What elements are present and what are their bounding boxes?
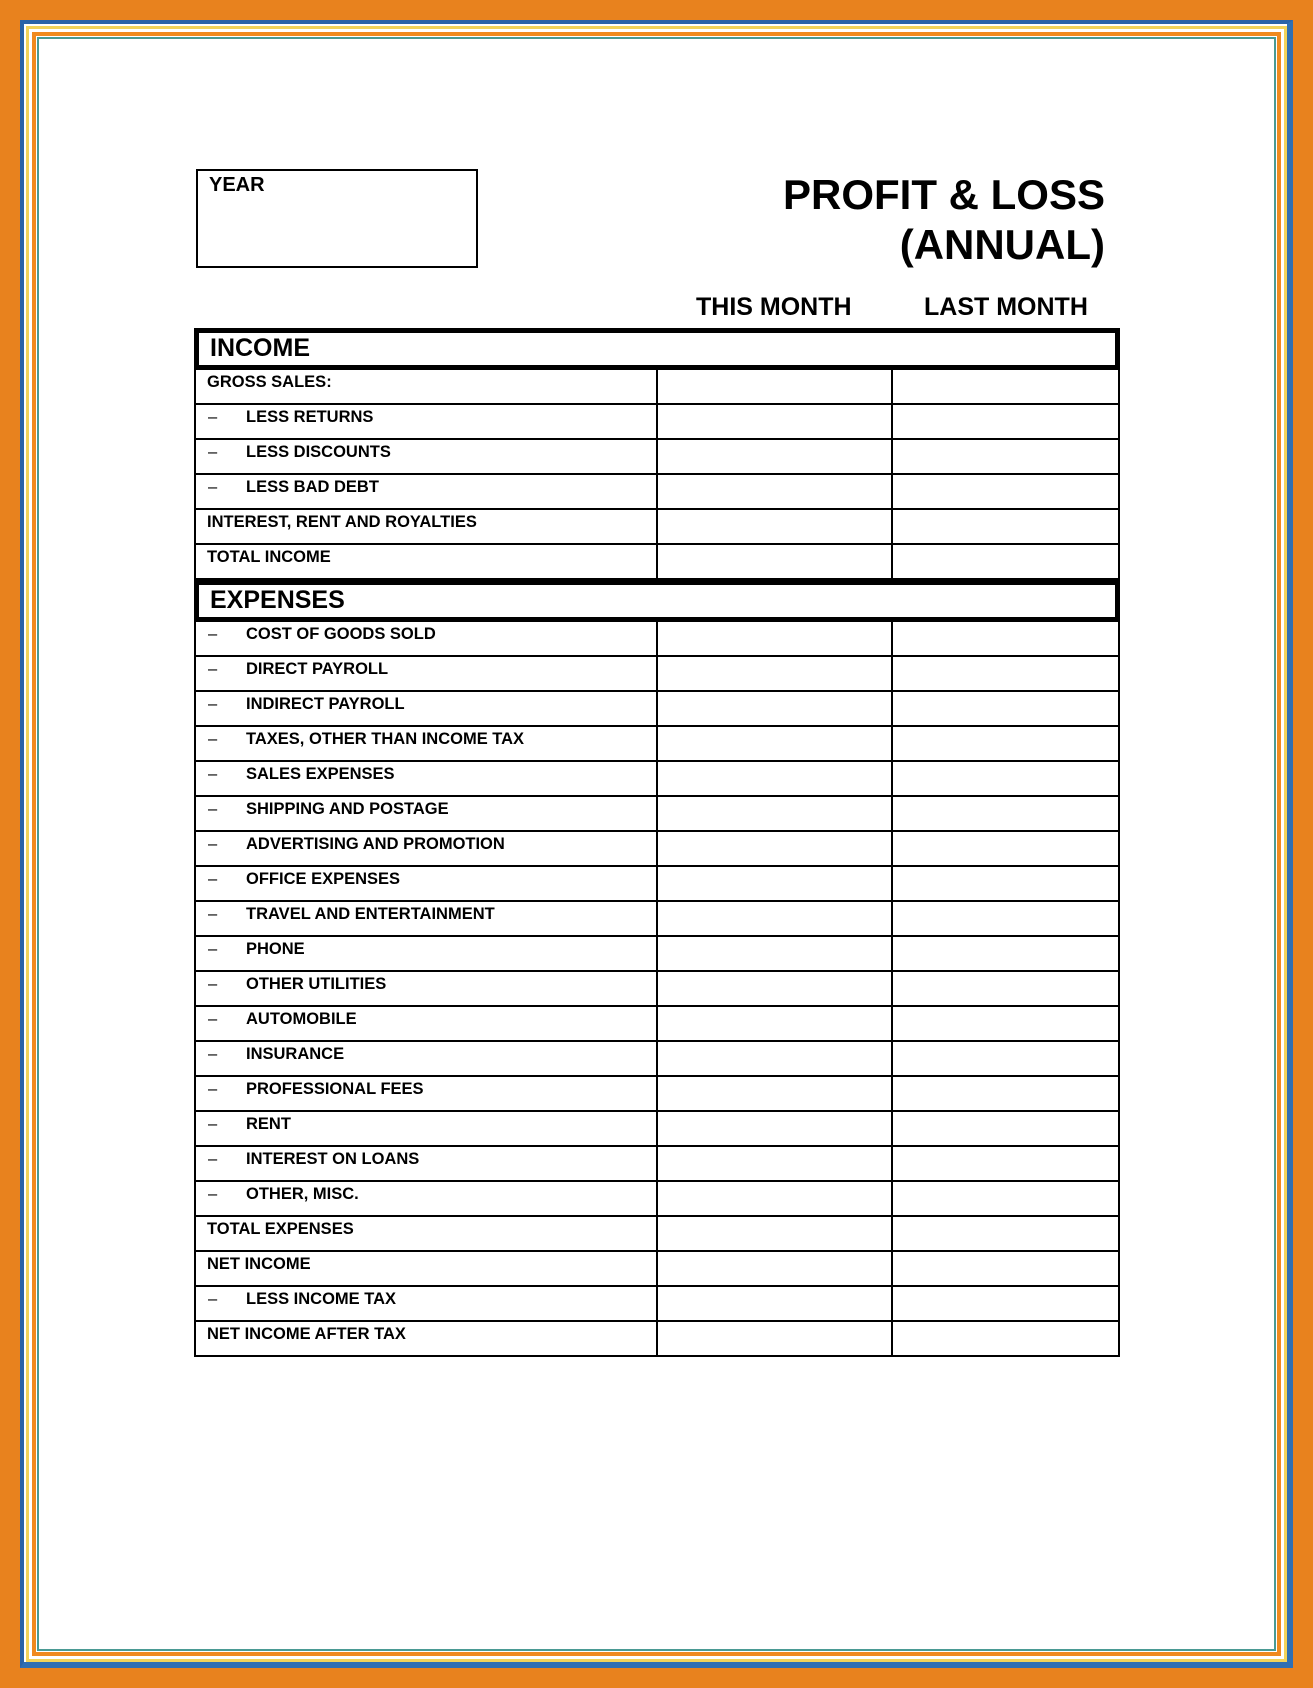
- row-label: OFFICE EXPENSES: [246, 870, 401, 888]
- this-month-value-cell[interactable]: [658, 440, 893, 473]
- dash-bullet: –: [208, 1185, 218, 1203]
- dash-bullet: –: [208, 835, 218, 853]
- this-month-value-cell[interactable]: [658, 1182, 893, 1215]
- section-heading-income: INCOME: [194, 328, 1120, 370]
- dash-bullet: –: [208, 1010, 218, 1028]
- last-month-value-cell[interactable]: [893, 1252, 1118, 1285]
- row-label: SALES EXPENSES: [246, 765, 395, 783]
- row-label: ADVERTISING AND PROMOTION: [246, 835, 505, 853]
- this-month-value-cell[interactable]: [658, 797, 893, 830]
- row-label: DIRECT PAYROLL: [246, 660, 389, 678]
- dash-bullet: –: [208, 695, 218, 713]
- row-label-cell: [196, 622, 658, 655]
- year-input-box[interactable]: [196, 169, 478, 268]
- row-label: NET INCOME: [207, 1255, 311, 1273]
- year-label: YEAR: [209, 174, 265, 196]
- table-row: [194, 762, 1120, 797]
- this-month-value-cell[interactable]: [658, 510, 893, 543]
- table-row: [194, 1007, 1120, 1042]
- row-label-cell: [196, 762, 658, 795]
- this-month-value-cell[interactable]: [658, 832, 893, 865]
- this-month-value-cell[interactable]: [658, 762, 893, 795]
- last-month-value-cell[interactable]: [893, 1217, 1118, 1250]
- this-month-value-cell[interactable]: [658, 622, 893, 655]
- dash-bullet: –: [208, 1045, 218, 1063]
- this-month-value-cell[interactable]: [658, 727, 893, 760]
- expense-rows: [194, 622, 1120, 1357]
- section-heading-expenses: EXPENSES: [194, 580, 1120, 622]
- row-label-cell: [196, 1322, 658, 1355]
- dash-bullet: –: [208, 660, 218, 678]
- table-row: [194, 370, 1120, 405]
- dash-bullet: –: [208, 1150, 218, 1168]
- row-label-cell: [196, 832, 658, 865]
- dash-bullet: –: [208, 730, 218, 748]
- row-label: OTHER, MISC.: [246, 1185, 359, 1203]
- row-label: TOTAL EXPENSES: [207, 1220, 354, 1238]
- row-label-cell: [196, 1042, 658, 1075]
- last-month-value-cell[interactable]: [893, 1182, 1118, 1215]
- table-row: [194, 902, 1120, 937]
- row-label-cell: [196, 937, 658, 970]
- row-label: AUTOMOBILE: [246, 1010, 357, 1028]
- row-label-cell: [196, 902, 658, 935]
- income-rows: [194, 370, 1120, 580]
- title-line-1: PROFIT & LOSS: [782, 171, 1105, 218]
- last-month-value-cell[interactable]: [893, 622, 1118, 655]
- dash-bullet: –: [208, 625, 218, 643]
- last-month-value-cell[interactable]: [893, 1147, 1118, 1180]
- row-label: INDIRECT PAYROLL: [246, 695, 405, 713]
- table-row: [194, 475, 1120, 510]
- last-month-value-cell[interactable]: [893, 1112, 1118, 1145]
- row-label: LESS RETURNS: [246, 408, 374, 426]
- row-label: LESS INCOME TAX: [246, 1290, 397, 1308]
- row-label-cell: [196, 1007, 658, 1040]
- column-header-last-month: LAST MONTH: [924, 293, 1088, 321]
- row-label-cell: [196, 1112, 658, 1145]
- last-month-value-cell[interactable]: [893, 1042, 1118, 1075]
- row-label-cell: [196, 545, 658, 578]
- dash-bullet: –: [208, 1080, 218, 1098]
- this-month-value-cell[interactable]: [658, 1042, 893, 1075]
- row-label-cell: [196, 1077, 658, 1110]
- table-row: [194, 937, 1120, 972]
- dash-bullet: –: [208, 765, 218, 783]
- table-row: [194, 1042, 1120, 1077]
- last-month-value-cell[interactable]: [893, 370, 1118, 403]
- this-month-value-cell[interactable]: [658, 1147, 893, 1180]
- row-label: SHIPPING AND POSTAGE: [246, 800, 449, 818]
- profit-loss-table: [194, 328, 1120, 1357]
- table-row: [194, 1147, 1120, 1182]
- this-month-value-cell[interactable]: [658, 972, 893, 1005]
- table-row: [194, 797, 1120, 832]
- last-month-value-cell[interactable]: [893, 937, 1118, 970]
- table-row: [194, 1322, 1120, 1357]
- this-month-value-cell[interactable]: [658, 1007, 893, 1040]
- this-month-value-cell[interactable]: [658, 475, 893, 508]
- row-label: COST OF GOODS SOLD: [246, 625, 436, 643]
- table-row: [194, 510, 1120, 545]
- last-month-value-cell[interactable]: [893, 797, 1118, 830]
- row-label-cell: [196, 440, 658, 473]
- last-month-value-cell[interactable]: [893, 510, 1118, 543]
- row-label-cell: [196, 1217, 658, 1250]
- this-month-value-cell[interactable]: [658, 1112, 893, 1145]
- last-month-value-cell[interactable]: [893, 1287, 1118, 1320]
- this-month-value-cell[interactable]: [658, 1217, 893, 1250]
- row-label-cell: [196, 1147, 658, 1180]
- this-month-value-cell[interactable]: [658, 545, 893, 578]
- row-label-cell: [196, 657, 658, 690]
- row-label: LESS BAD DEBT: [246, 478, 379, 496]
- last-month-value-cell[interactable]: [893, 1077, 1118, 1110]
- row-label: OTHER UTILITIES: [246, 975, 387, 993]
- page-title: [783, 170, 1105, 270]
- last-month-value-cell[interactable]: [893, 867, 1118, 900]
- table-row: [194, 657, 1120, 692]
- table-row: [194, 832, 1120, 867]
- this-month-value-cell[interactable]: [658, 370, 893, 403]
- this-month-value-cell[interactable]: [658, 1287, 893, 1320]
- row-label-cell: [196, 370, 658, 403]
- table-row: [194, 545, 1120, 580]
- this-month-value-cell[interactable]: [658, 937, 893, 970]
- dash-bullet: –: [208, 443, 218, 461]
- last-month-value-cell[interactable]: [893, 972, 1118, 1005]
- table-row: [194, 1112, 1120, 1147]
- row-label-cell: [196, 405, 658, 438]
- table-row: [194, 1252, 1120, 1287]
- row-label: TOTAL INCOME: [207, 548, 331, 566]
- this-month-value-cell[interactable]: [658, 1077, 893, 1110]
- last-month-value-cell[interactable]: [893, 440, 1118, 473]
- table-row: [194, 440, 1120, 475]
- row-label-cell: [196, 727, 658, 760]
- dash-bullet: –: [208, 1290, 218, 1308]
- row-label-cell: [196, 972, 658, 1005]
- title-line-2: (ANNUAL): [899, 221, 1105, 268]
- row-label: INSURANCE: [246, 1045, 345, 1063]
- dash-bullet: –: [208, 940, 218, 958]
- last-month-value-cell[interactable]: [893, 762, 1118, 795]
- row-label-cell: [196, 510, 658, 543]
- this-month-value-cell[interactable]: [658, 902, 893, 935]
- row-label-cell: [196, 1252, 658, 1285]
- row-label: PROFESSIONAL FEES: [246, 1080, 424, 1098]
- table-row: [194, 622, 1120, 657]
- table-row: [194, 692, 1120, 727]
- dash-bullet: –: [208, 1115, 218, 1133]
- dash-bullet: –: [208, 905, 218, 923]
- row-label: PHONE: [246, 940, 305, 958]
- this-month-value-cell[interactable]: [658, 1322, 893, 1355]
- last-month-value-cell[interactable]: [893, 545, 1118, 578]
- row-label: TAXES, OTHER THAN INCOME TAX: [246, 730, 525, 748]
- dash-bullet: –: [208, 408, 218, 426]
- last-month-value-cell[interactable]: [893, 1322, 1118, 1355]
- dash-bullet: –: [208, 478, 218, 496]
- row-label-cell: [196, 797, 658, 830]
- last-month-value-cell[interactable]: [893, 832, 1118, 865]
- column-header-this-month: THIS MONTH: [696, 293, 852, 321]
- this-month-value-cell[interactable]: [658, 1252, 893, 1285]
- row-label: RENT: [246, 1115, 291, 1133]
- table-row: [194, 1217, 1120, 1252]
- this-month-value-cell[interactable]: [658, 692, 893, 725]
- row-label-cell: [196, 1287, 658, 1320]
- dash-bullet: –: [208, 800, 218, 818]
- last-month-value-cell[interactable]: [893, 475, 1118, 508]
- table-row: [194, 405, 1120, 440]
- this-month-value-cell[interactable]: [658, 405, 893, 438]
- table-row: [194, 1287, 1120, 1322]
- last-month-value-cell[interactable]: [893, 902, 1118, 935]
- row-label-cell: [196, 692, 658, 725]
- table-row: [194, 867, 1120, 902]
- row-label: NET INCOME AFTER TAX: [207, 1325, 406, 1343]
- this-month-value-cell[interactable]: [658, 657, 893, 690]
- row-label: TRAVEL AND ENTERTAINMENT: [246, 905, 495, 923]
- table-row: [194, 1182, 1120, 1217]
- table-row: [194, 1077, 1120, 1112]
- row-label: GROSS SALES:: [207, 373, 332, 391]
- last-month-value-cell[interactable]: [893, 1007, 1118, 1040]
- table-row: [194, 972, 1120, 1007]
- table-row: [194, 727, 1120, 762]
- this-month-value-cell[interactable]: [658, 867, 893, 900]
- last-month-value-cell[interactable]: [893, 727, 1118, 760]
- last-month-value-cell[interactable]: [893, 657, 1118, 690]
- row-label-cell: [196, 475, 658, 508]
- row-label: INTEREST ON LOANS: [246, 1150, 420, 1168]
- last-month-value-cell[interactable]: [893, 405, 1118, 438]
- row-label: INTEREST, RENT AND ROYALTIES: [207, 513, 477, 531]
- row-label-cell: [196, 867, 658, 900]
- dash-bullet: –: [208, 870, 218, 888]
- dash-bullet: –: [208, 975, 218, 993]
- row-label: LESS DISCOUNTS: [246, 443, 391, 461]
- last-month-value-cell[interactable]: [893, 692, 1118, 725]
- row-label-cell: [196, 1182, 658, 1215]
